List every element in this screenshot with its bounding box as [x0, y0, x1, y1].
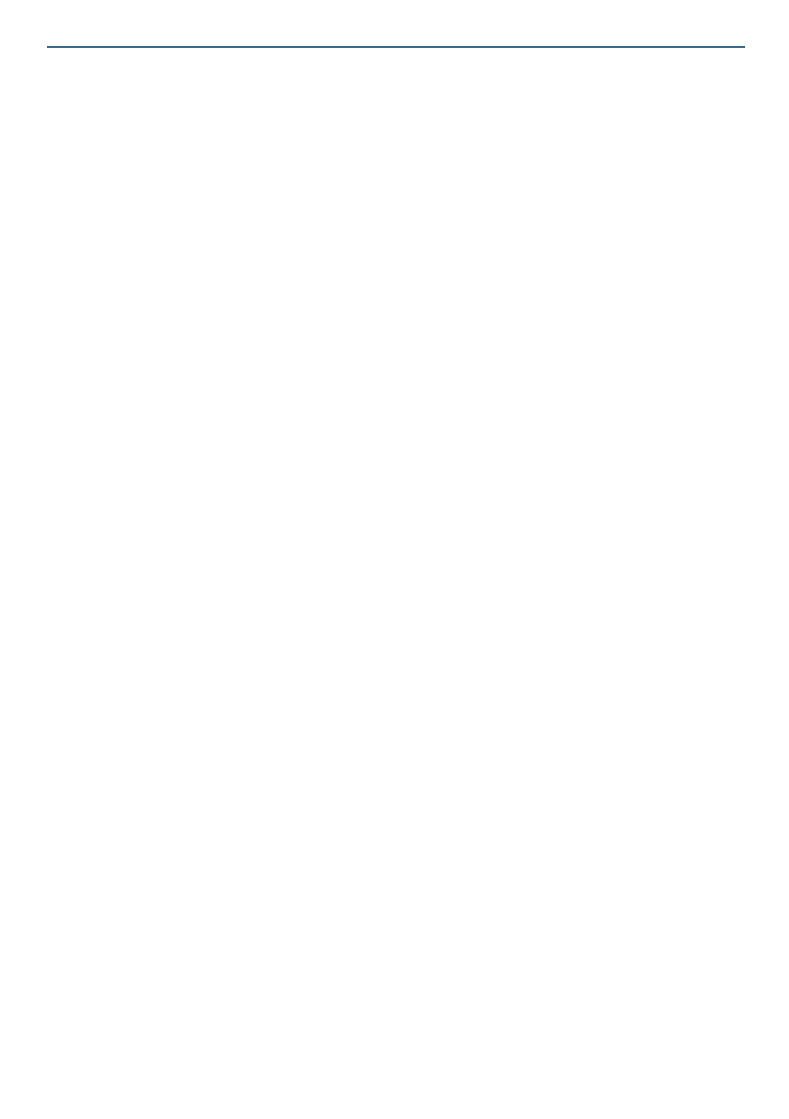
resume-page	[47, 44, 745, 48]
references-line	[47, 44, 745, 48]
